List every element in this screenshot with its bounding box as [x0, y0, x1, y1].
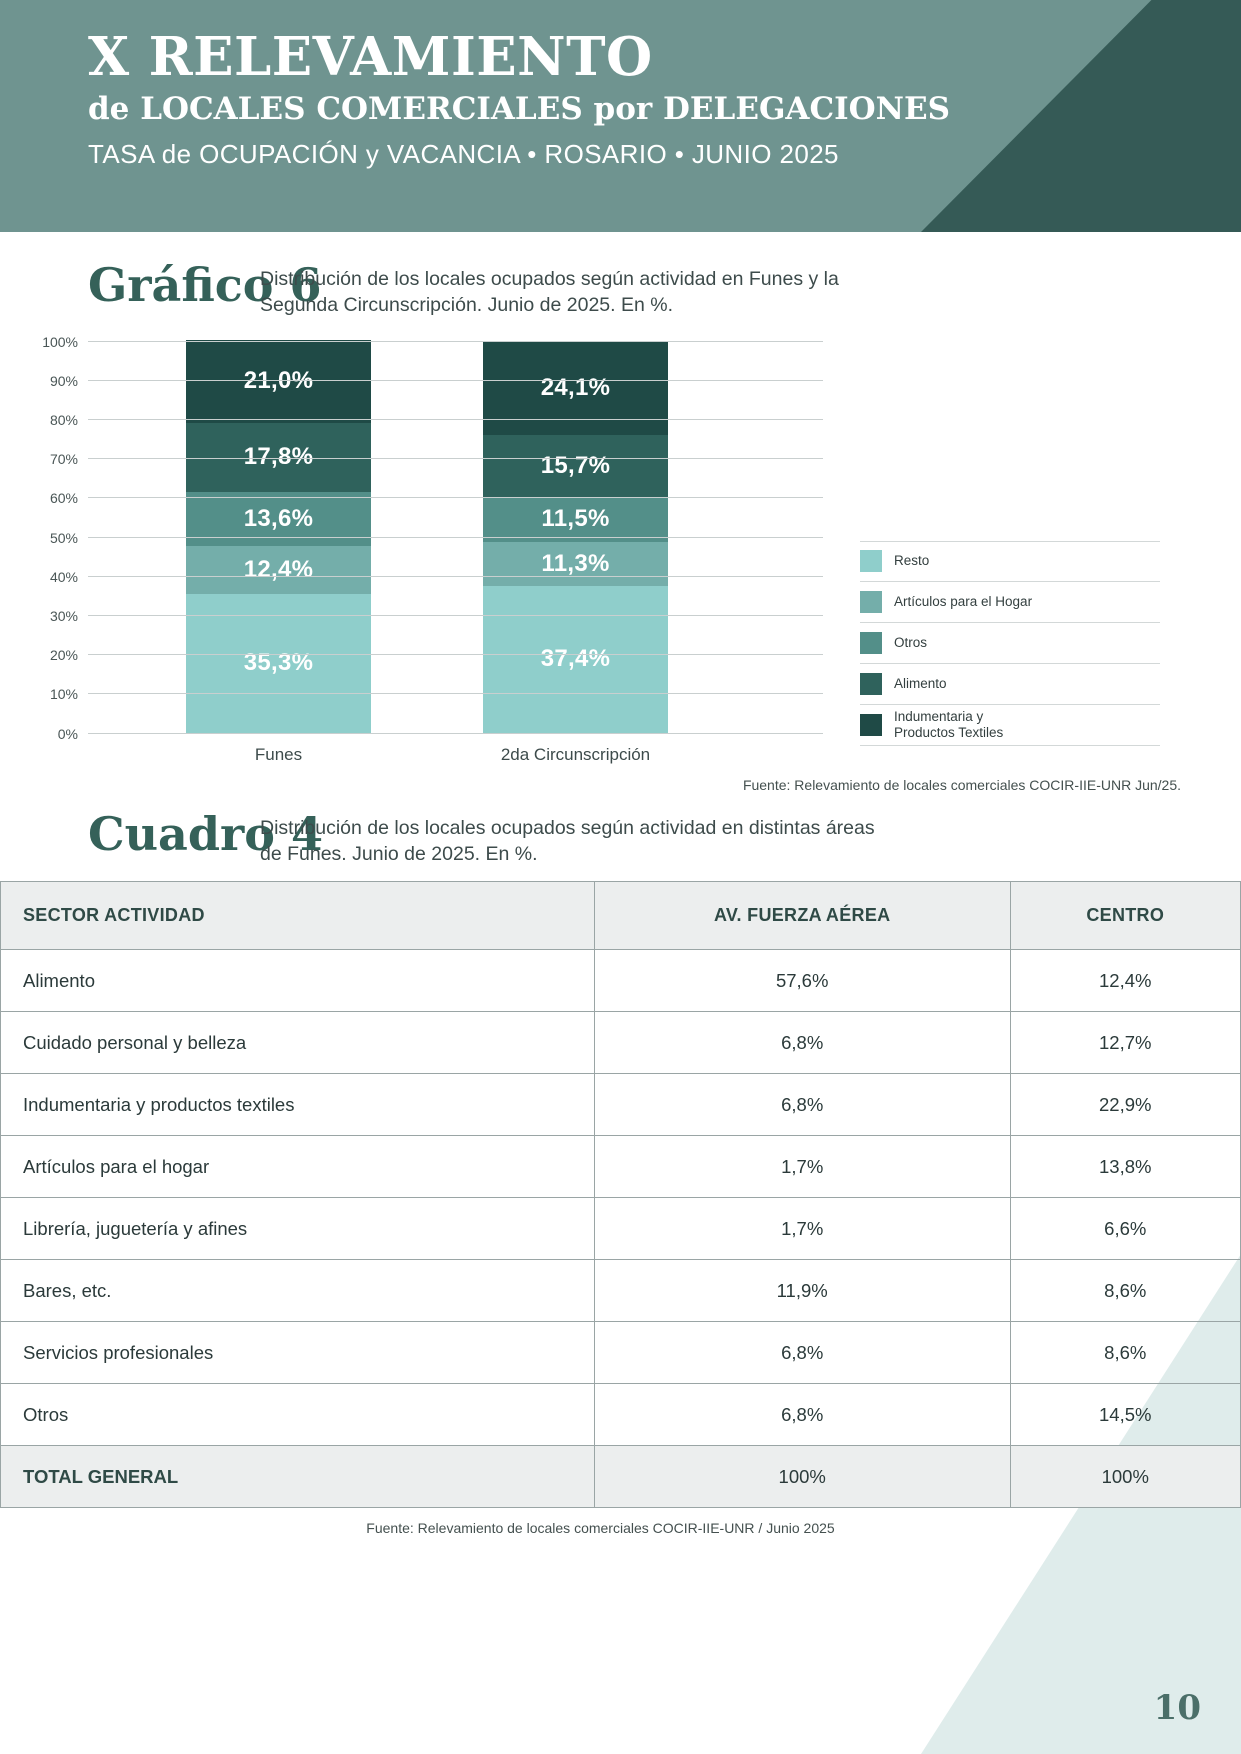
table-row [1, 1198, 1241, 1260]
cell-centro: 6,6% [1010, 1198, 1240, 1260]
page-header [0, 0, 1241, 232]
grid-line [49, 608, 823, 625]
cell-centro: 22,9% [1010, 1074, 1240, 1136]
cell-centro: 13,8% [1010, 1136, 1240, 1198]
table-row [1, 950, 1241, 1012]
cell-centro: 14,5% [1010, 1384, 1240, 1446]
bar-segment: 15,7% [483, 435, 668, 497]
grid-line [57, 725, 823, 742]
grid-line [49, 490, 823, 507]
cell-centro: 12,7% [1010, 1012, 1240, 1074]
bar-segment: 35,3% [186, 594, 371, 732]
y-axis-tick: 20% [49, 647, 78, 664]
cell-sector: Librería, juguetería y afines [1, 1198, 595, 1260]
chart-legend [860, 541, 1160, 746]
chart-source: Fuente: Relevamiento de locales comerciales COCIR-IIE-UNR Jun/25. [742, 776, 1181, 793]
legend-item-label: Resto [894, 553, 930, 569]
legend-item-label: Otros [894, 634, 928, 650]
cell-fuerza-aerea: 57,6% [594, 950, 1010, 1012]
table-row [1, 1260, 1241, 1322]
x-axis-label: 2da Circunscripción [500, 744, 651, 764]
legend-color-swatch [860, 714, 882, 736]
cell-fuerza-aerea: 6,8% [594, 1074, 1010, 1136]
table-label: Cuadro 4 [88, 806, 323, 861]
table-row [1, 1384, 1241, 1446]
column-header-fuerza-aerea: AV. FUERZA AÉREA [594, 882, 1010, 950]
y-axis-tick: 70% [49, 451, 78, 468]
cell-sector: Bares, etc. [1, 1260, 595, 1322]
table-row [1, 1074, 1241, 1136]
cell-sector: Cuidado personal y belleza [1, 1012, 595, 1074]
chart-label: Gráfico 6 [88, 258, 322, 312]
cell-fuerza-aerea: 6,8% [594, 1384, 1010, 1446]
cell-fuerza-aerea: 11,9% [594, 1260, 1010, 1322]
table-total-row [1, 1446, 1241, 1508]
legend-color-swatch [860, 591, 882, 613]
chart-description: Distribución de los locales ocupados según actividad en Funes y la Segunda Circunscripción. Junio de 2025. En %. [260, 268, 839, 317]
bar-segment: 11,5% [483, 497, 668, 542]
column-header-centro: CENTRO [1010, 882, 1240, 950]
table-heading-block [0, 806, 1241, 868]
y-axis-tick: 0% [57, 725, 78, 742]
report-title: X RELEVAMIENTO [88, 26, 653, 88]
cell-total-centro: 100% [1010, 1446, 1240, 1508]
cell-total-fuerza-aerea: 100% [594, 1446, 1010, 1508]
bar-segment: 11,3% [483, 542, 668, 586]
y-axis-tick: 50% [49, 529, 78, 546]
legend-color-swatch [860, 673, 882, 695]
legend-item [860, 623, 1160, 664]
cell-sector: Otros [1, 1384, 595, 1446]
cell-sector: Servicios profesionales [1, 1322, 595, 1384]
report-thirdline: TASA de OCUPACIÓN y VACANCIA • ROSARIO • JUNIO 2025 [88, 139, 839, 170]
cell-sector: Alimento [1, 950, 595, 1012]
table-source: Fuente: Relevamiento de locales comerciales COCIR-IIE-UNR / Junio 2025 [366, 1520, 835, 1537]
bar-segment: 37,4% [483, 586, 668, 733]
legend-item-label: Alimento [894, 675, 947, 691]
grid-line [49, 412, 823, 429]
y-axis-tick: 90% [49, 372, 78, 389]
y-axis-tick: 60% [49, 490, 78, 507]
table-row [1, 1012, 1241, 1074]
bar-segment: 17,8% [186, 423, 371, 493]
table-row [1, 1136, 1241, 1198]
legend-item [860, 582, 1160, 623]
y-axis-tick: 100% [42, 333, 78, 350]
grid-line [49, 686, 823, 703]
stacked-bar-chart [0, 333, 1241, 773]
cell-sector: Indumentaria y productos textiles [1, 1074, 595, 1136]
chart-heading-block [0, 232, 1241, 319]
cell-total-label: TOTAL GENERAL [1, 1446, 595, 1508]
bar-segment: 21,0% [186, 340, 371, 422]
y-axis-tick: 10% [49, 686, 78, 703]
activity-distribution-table [0, 881, 1241, 1508]
cell-fuerza-aerea: 1,7% [594, 1198, 1010, 1260]
table-header-row [1, 882, 1241, 950]
x-axis-label: Funes [254, 744, 303, 764]
page-number: 10 [1153, 1688, 1201, 1728]
cell-centro: 8,6% [1010, 1260, 1240, 1322]
cell-fuerza-aerea: 1,7% [594, 1136, 1010, 1198]
y-axis-tick: 30% [49, 608, 78, 625]
bar-segment: 24,1% [483, 341, 668, 435]
legend-item-label: Indumentaria y Productos Textiles [894, 709, 1004, 740]
cell-fuerza-aerea: 6,8% [594, 1322, 1010, 1384]
legend-color-swatch [860, 632, 882, 654]
legend-item-label: Artículos para el Hogar [894, 593, 1033, 609]
legend-item [860, 541, 1160, 582]
cell-sector: Artículos para el hogar [1, 1136, 595, 1198]
report-subtitle: de LOCALES COMERCIALES por DELEGACIONES [88, 90, 951, 127]
bar-segment: 12,4% [186, 546, 371, 595]
bar-segment: 13,6% [186, 492, 371, 545]
cell-centro: 12,4% [1010, 950, 1240, 1012]
column-header-sector: SECTOR ACTIVIDAD [1, 882, 595, 950]
cell-centro: 8,6% [1010, 1322, 1240, 1384]
y-axis-tick: 40% [49, 568, 78, 585]
table-description: Distribución de los locales ocupados según actividad en distintas áreas de Funes. Junio de 2025. En %. [260, 816, 875, 865]
legend-item [860, 664, 1160, 705]
grid-line [42, 333, 823, 350]
table-row [1, 1322, 1241, 1384]
grid-line [49, 529, 823, 546]
cell-fuerza-aerea: 6,8% [594, 1012, 1010, 1074]
chart-plot-area [42, 333, 823, 764]
y-axis-tick: 80% [49, 412, 78, 429]
legend-color-swatch [860, 550, 882, 572]
legend-item [860, 705, 1160, 746]
